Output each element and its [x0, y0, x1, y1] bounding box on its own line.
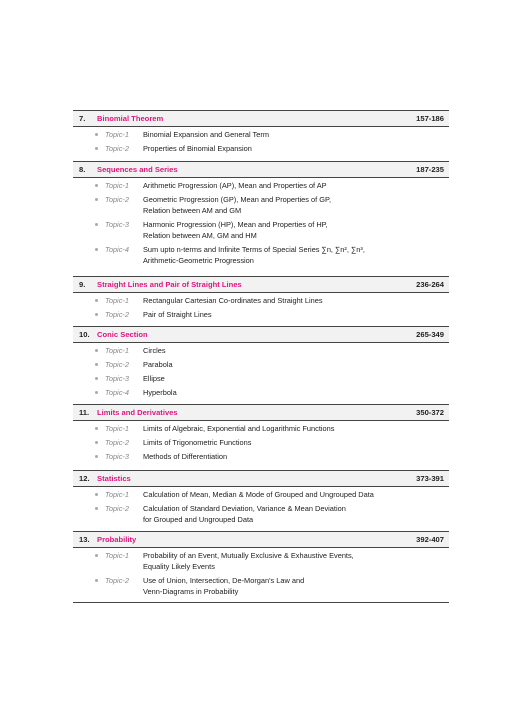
bullet-icon — [95, 441, 98, 444]
bullet-icon — [95, 363, 98, 366]
chapter-number: 9. — [79, 280, 86, 289]
chapter-page-range: 350-372 — [416, 408, 444, 417]
topic-description-line: Binomial Expansion and General Term — [143, 130, 269, 139]
topic-description-line: Arithmetic Progression (AP), Mean and Properties of AP — [143, 181, 327, 190]
bullet-icon — [95, 391, 98, 394]
topic-description-line: Geometric Progression (GP), Mean and Properties of GP, — [143, 195, 331, 204]
topic-description — [143, 373, 443, 384]
topic-label: Topic-1 — [105, 296, 129, 305]
section-divider — [73, 602, 449, 603]
bullet-icon — [95, 299, 98, 302]
bullet-icon — [95, 349, 98, 352]
topic-list — [73, 293, 449, 323]
chapter-section — [73, 110, 449, 157]
topic-description — [143, 143, 443, 154]
bullet-icon — [95, 198, 98, 201]
topic-label: Topic-1 — [105, 424, 129, 433]
topic-item — [73, 244, 449, 269]
chapter-header — [73, 110, 449, 127]
topic-label: Topic-1 — [105, 551, 129, 560]
topic-label: Topic-2 — [105, 195, 129, 204]
topic-description-line: Rectangular Cartesian Co-ordinates and Straight Lines — [143, 296, 323, 305]
topic-description-line: Calculation of Standard Deviation, Variance & Mean Deviation — [143, 504, 346, 513]
topic-description — [143, 129, 443, 140]
topic-item — [73, 451, 449, 465]
topic-description-line: Properties of Binomial Expansion — [143, 144, 252, 153]
topic-label: Topic-1 — [105, 490, 129, 499]
topic-item — [73, 387, 449, 401]
topic-label: Topic-1 — [105, 130, 129, 139]
topic-description-line: Calculation of Mean, Median & Mode of Grouped and Ungrouped Data — [143, 490, 374, 499]
topic-description — [143, 345, 443, 356]
chapter-section — [73, 161, 449, 269]
bullet-icon — [95, 133, 98, 136]
topic-description-line: Sum upto n-terms and Infinite Terms of Special Series ∑n, ∑n², ∑n³, — [143, 245, 365, 254]
topic-description — [143, 451, 443, 462]
chapter-title[interactable]: Straight Lines and Pair of Straight Lines — [97, 280, 242, 289]
topic-list — [73, 178, 449, 269]
topic-description — [143, 219, 443, 241]
topic-item — [73, 423, 449, 437]
topic-item — [73, 295, 449, 309]
topic-description — [143, 180, 443, 191]
topic-description-line: Limits of Trigonometric Functions — [143, 438, 252, 447]
bullet-icon — [95, 427, 98, 430]
topic-item — [73, 129, 449, 143]
topic-description — [143, 437, 443, 448]
topic-description-line: Methods of Differentiation — [143, 452, 228, 461]
topic-item — [73, 550, 449, 575]
chapter-page-range: 187-235 — [416, 165, 444, 174]
topic-label: Topic-2 — [105, 310, 129, 319]
chapter-number: 8. — [79, 165, 86, 174]
topic-description-line: Use of Union, Intersection, De-Morgan's Law and — [143, 576, 305, 585]
chapter-page-range: 373-391 — [416, 474, 444, 483]
topic-description — [143, 423, 443, 434]
topic-list — [73, 487, 449, 528]
topic-label: Topic-2 — [105, 576, 129, 585]
topic-description-line: Parabola — [143, 360, 173, 369]
bullet-icon — [95, 579, 98, 582]
topic-label: Topic-4 — [105, 245, 129, 254]
topic-label: Topic-1 — [105, 346, 129, 355]
topic-description — [143, 359, 443, 370]
topic-list — [73, 343, 449, 401]
chapter-section — [73, 276, 449, 323]
topic-description — [143, 244, 443, 266]
chapter-title[interactable]: Sequences and Series — [97, 165, 178, 174]
topic-label: Topic-2 — [105, 144, 129, 153]
topic-item — [73, 194, 449, 219]
topic-item — [73, 437, 449, 451]
chapter-page-range: 236-264 — [416, 280, 444, 289]
topic-description — [143, 309, 443, 320]
topic-label: Topic-2 — [105, 360, 129, 369]
chapter-title[interactable]: Statistics — [97, 474, 131, 483]
topic-label: Topic-2 — [105, 504, 129, 513]
chapter-header — [73, 531, 449, 548]
topic-item — [73, 345, 449, 359]
topic-description-line: Circles — [143, 346, 166, 355]
topic-description-line: Relation between AM, GM and HM — [143, 231, 257, 240]
bullet-icon — [95, 377, 98, 380]
bullet-icon — [95, 455, 98, 458]
topic-item — [73, 359, 449, 373]
chapter-section — [73, 470, 449, 528]
bullet-icon — [95, 554, 98, 557]
topic-item — [73, 143, 449, 157]
chapter-number: 7. — [79, 114, 86, 123]
topic-description-line: Relation between AM and GM — [143, 206, 242, 215]
chapter-section — [73, 531, 449, 600]
topic-description-line: Pair of Straight Lines — [143, 310, 212, 319]
topic-description — [143, 295, 443, 306]
topic-description — [143, 575, 443, 597]
chapter-page-range: 157-186 — [416, 114, 444, 123]
chapter-header — [73, 326, 449, 343]
chapter-title[interactable]: Conic Section — [97, 330, 148, 339]
topic-description-line: Ellipse — [143, 374, 165, 383]
bullet-icon — [95, 147, 98, 150]
chapter-header — [73, 470, 449, 487]
topic-item — [73, 575, 449, 600]
topic-label: Topic-3 — [105, 220, 129, 229]
topic-label: Topic-1 — [105, 181, 129, 190]
chapter-number: 11. — [79, 408, 90, 417]
topic-description — [143, 489, 443, 500]
bullet-icon — [95, 493, 98, 496]
chapter-number: 13. — [79, 535, 90, 544]
topic-description — [143, 194, 443, 216]
topic-item — [73, 373, 449, 387]
bullet-icon — [95, 223, 98, 226]
chapter-header — [73, 404, 449, 421]
topic-description-line: for Grouped and Ungrouped Data — [143, 515, 254, 524]
chapter-title[interactable]: Binomial Theorem — [97, 114, 164, 123]
topic-list — [73, 127, 449, 157]
topic-label: Topic-3 — [105, 374, 129, 383]
topic-description-line: Limits of Algebraic, Exponential and Logarithmic Functions — [143, 424, 335, 433]
chapter-header — [73, 276, 449, 293]
topic-list — [73, 548, 449, 600]
topic-description-line: Venn-Diagrams in Probability — [143, 587, 239, 596]
topic-item — [73, 489, 449, 503]
topic-description-line: Equality Likely Events — [143, 562, 215, 571]
bullet-icon — [95, 507, 98, 510]
topic-description-line: Arithmetic-Geometric Progression — [143, 256, 254, 265]
topic-description-line: Hyperbola — [143, 388, 177, 397]
topic-label: Topic-3 — [105, 452, 129, 461]
chapter-section — [73, 326, 449, 401]
chapter-number: 10. — [79, 330, 90, 339]
chapter-page-range: 265-349 — [416, 330, 444, 339]
topic-description-line: Harmonic Progression (HP), Mean and Properties of HP, — [143, 220, 328, 229]
topic-item — [73, 219, 449, 244]
topic-description — [143, 503, 443, 525]
topic-description-line: Probability of an Event, Mutually Exclusive & Exhaustive Events, — [143, 551, 354, 560]
topic-description — [143, 387, 443, 398]
topic-description — [143, 550, 443, 572]
chapter-page-range: 392-407 — [416, 535, 444, 544]
bullet-icon — [95, 313, 98, 316]
topic-item — [73, 180, 449, 194]
topic-label: Topic-2 — [105, 438, 129, 447]
topic-list — [73, 421, 449, 465]
chapter-section — [73, 404, 449, 465]
topic-label: Topic-4 — [105, 388, 129, 397]
chapter-title[interactable]: Probability — [97, 535, 137, 544]
bullet-icon — [95, 248, 98, 251]
topic-item — [73, 309, 449, 323]
chapter-number: 12. — [79, 474, 90, 483]
bullet-icon — [95, 184, 98, 187]
chapter-header — [73, 161, 449, 178]
topic-item — [73, 503, 449, 528]
chapter-title[interactable]: Limits and Derivatives — [97, 408, 178, 417]
